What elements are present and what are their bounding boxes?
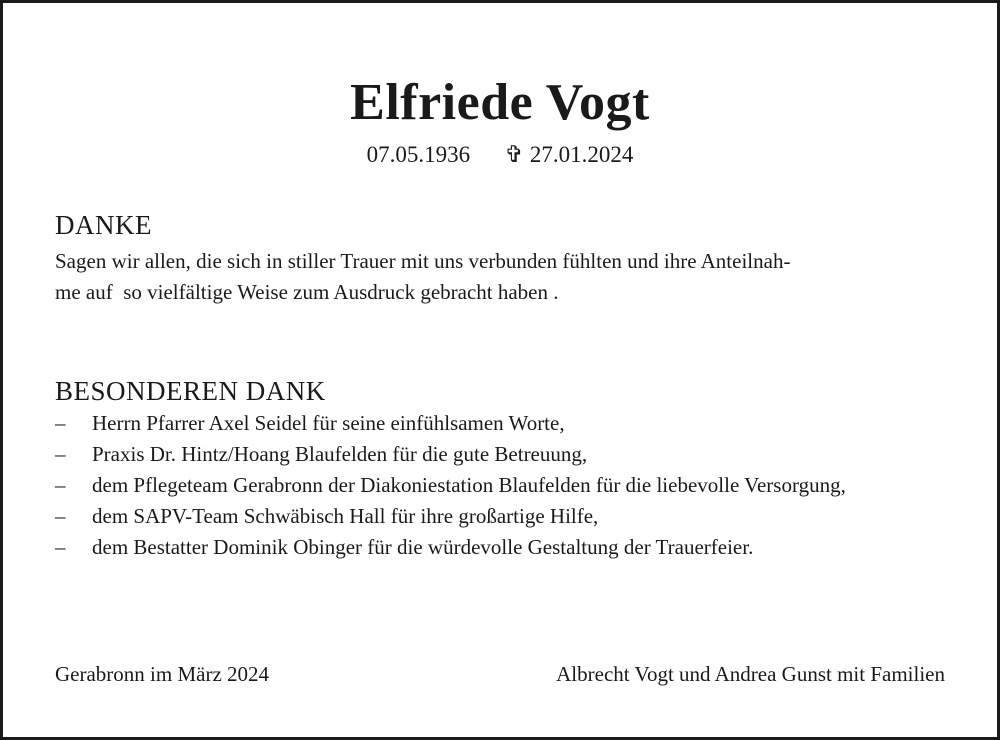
list-item (55, 501, 955, 532)
place-and-date: Gerabronn im März 2024 (55, 662, 270, 686)
cross-icon: ✞ (504, 142, 524, 167)
list-item (55, 532, 955, 563)
birth-date: 07.05.1936 (366, 142, 471, 167)
list-item-text: dem SAPV-Team Schwäbisch Hall für ihre großartige Hilfe, (92, 504, 599, 528)
list-item (55, 470, 955, 501)
besonderen-dank-heading: BESONDEREN DANK (55, 376, 326, 406)
dash-bullet: – (55, 411, 66, 435)
dash-bullet: – (55, 504, 66, 528)
list-item (55, 408, 955, 439)
danke-heading: DANKE (55, 210, 152, 240)
list-item (55, 439, 955, 470)
danke-line-2: me auf so vielfältige Weise zum Ausdruck gebracht haben . (55, 280, 559, 304)
list-item-text: Herrn Pfarrer Axel Seidel für seine einfühlsamen Worte, (92, 411, 565, 435)
death-date: 27.01.2024 (529, 142, 634, 167)
thanks-list (55, 408, 955, 563)
deceased-name: Elfriede Vogt (350, 74, 650, 131)
danke-text (55, 246, 955, 308)
signature-line: Albrecht Vogt und Andrea Gunst mit Familien (556, 662, 945, 686)
list-item-text: dem Pflegeteam Gerabronn der Diakoniestation Blaufelden für die liebevolle Versorgung, (92, 473, 846, 497)
list-item-text: Praxis Dr. Hintz/Hoang Blaufelden für die gute Betreuung, (92, 442, 588, 466)
dash-bullet: – (55, 473, 66, 497)
danke-line-1: Sagen wir allen, die sich in stiller Trauer mit uns verbunden fühlten und ihre Anteilnah- (55, 249, 791, 273)
dash-bullet: – (55, 442, 66, 466)
list-item-text: dem Bestatter Dominik Obinger für die würdevolle Gestaltung der Trauerfeier. (92, 535, 754, 559)
life-dates (3, 141, 997, 169)
dash-bullet: – (55, 535, 66, 559)
